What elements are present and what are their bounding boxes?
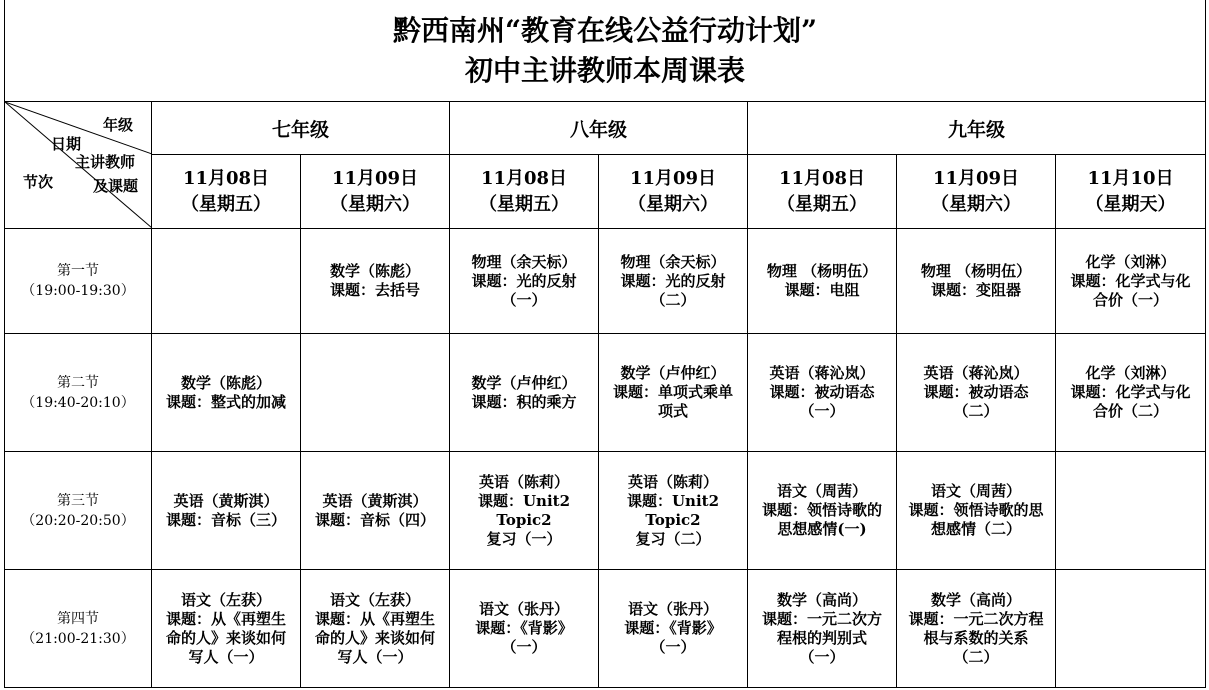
lesson-topic-line: 课题：光的反射: [620, 271, 726, 290]
lesson-subject-teacher: 数学（高尚）: [776, 590, 867, 609]
lesson-cell-p2-c3: [450, 334, 599, 452]
lesson-topic-line: 项式: [657, 402, 688, 420]
date-text: 11月08日: [778, 167, 866, 189]
title-line-2: 初中主讲教师本周课表: [465, 53, 746, 87]
lesson-topic-line: 写人（一）: [188, 647, 264, 666]
lesson-subject-teacher: 数学（卢仲红）: [471, 373, 577, 392]
title-line-1: 黔西南州“教育在线公益行动计划”: [392, 13, 818, 47]
schedule-table: [4, 0, 1206, 688]
period-time: （21:00-21:30）: [21, 630, 135, 647]
lesson-cell-p1-c3: [450, 229, 599, 334]
period-time: （19:40-20:10）: [21, 394, 135, 411]
date-text: 11月08日: [480, 167, 568, 189]
lesson-cell-p1-c5: [748, 229, 897, 334]
lesson-topic-line: 课题：从《再塑生: [314, 609, 435, 628]
lesson-topic-line: （一）: [501, 638, 547, 656]
weekday-text: （星期五）: [777, 193, 867, 215]
date-header-5: [748, 155, 897, 229]
lesson-subject-teacher: 化学（刘淋）: [1085, 252, 1176, 271]
period-name: 第二节: [57, 374, 99, 391]
lesson-topic-line: 课题：电阻: [784, 281, 860, 299]
lesson-topic-line: 课题：单项式乘单: [612, 383, 733, 401]
weekday-text: （星期天）: [1085, 193, 1176, 215]
corner-topic: 及课题: [93, 177, 139, 195]
lesson-cell-p3-c4: [599, 452, 748, 570]
lesson-subject-teacher: 物理（余天标）: [620, 252, 726, 271]
lesson-topic-line: （二）: [953, 402, 999, 420]
lesson-topic-line: （二）: [650, 290, 696, 309]
lesson-cell-p3-c6: [897, 452, 1056, 570]
weekday-text: （星期六）: [931, 193, 1021, 215]
lesson-topic-line: 课题：光的反射: [471, 271, 577, 290]
lesson-subject-teacher: 数学（陈彪）: [329, 262, 420, 280]
table-title: [5, 0, 1206, 102]
lesson-subject-teacher: 英语（黄斯淇）: [173, 491, 279, 510]
lesson-topic-line: Topic2: [645, 510, 701, 529]
period-time: （19:00-19:30）: [21, 283, 135, 299]
lesson-subject-teacher: 语文（左获）: [180, 590, 271, 609]
lesson-cell-p2-c2: [301, 334, 450, 452]
period-label-1: [5, 229, 152, 334]
lesson-cell-p3-c5: [748, 452, 897, 570]
lesson-topic-line: 课题：化学式与化: [1070, 271, 1191, 290]
date-header-4: [599, 155, 748, 229]
lesson-subject-teacher: 英语（蒋沁岚）: [923, 364, 1029, 382]
lesson-topic-line: 课题：领悟诗歌的: [761, 501, 882, 519]
lesson-cell-p2-c6: [897, 334, 1056, 452]
lesson-cell-p4-c5: [748, 570, 897, 688]
lesson-topic-line: 课题：被动语态: [923, 383, 1029, 401]
period-row-3: [5, 452, 1206, 570]
lesson-subject-teacher: 英语（蒋沁岚）: [769, 364, 875, 382]
lesson-cell-p3-c1: [152, 452, 301, 570]
date-header-1: [152, 155, 301, 229]
lesson-topic-line: 课题：去括号: [329, 281, 420, 299]
lesson-topic-line: （一）: [799, 647, 845, 666]
lesson-cell-p1-c4: [599, 229, 748, 334]
weekday-text: （星期六）: [628, 193, 718, 215]
period-label-2: [5, 334, 152, 452]
lesson-topic-line: 课题：一元二次方: [761, 609, 882, 628]
corner-teacher: 主讲教师: [75, 153, 136, 171]
lesson-topic-line: Topic2: [496, 510, 552, 529]
lesson-subject-teacher: 数学（陈彪）: [180, 373, 271, 392]
lesson-subject-teacher: 语文（左获）: [329, 590, 420, 609]
grade-header-7: 七年级: [152, 102, 450, 155]
lesson-subject-teacher: 语文（周茜）: [776, 482, 867, 500]
lesson-subject-teacher: 语文（张丹）: [478, 600, 569, 618]
lesson-cell-p2-c7: [1056, 334, 1206, 452]
period-name: 第四节: [57, 610, 99, 627]
period-name: 第一节: [57, 263, 99, 279]
corner-header: [5, 102, 152, 229]
lesson-cell-p2-c4: [599, 334, 748, 452]
date-text: 11月08日: [182, 167, 270, 189]
date-header-7: [1056, 155, 1206, 229]
lesson-topic-line: 命的人》来谈如何: [165, 628, 286, 647]
lesson-topic-line: 复习（一）: [486, 529, 562, 548]
lesson-topic-line: 课题：变阻器: [930, 281, 1021, 299]
lesson-topic-line: 课题：《背影》: [624, 619, 722, 637]
lesson-cell-p1-c2: [301, 229, 450, 334]
date-header-6: [897, 155, 1056, 229]
period-row-1: [5, 229, 1206, 334]
lesson-topic-line: 思想感情(一): [777, 520, 867, 538]
weekday-text: （星期六）: [330, 193, 420, 215]
lesson-topic-line: 课题：从《再塑生: [165, 609, 286, 628]
date-header-2: [301, 155, 450, 229]
lesson-cell-p4-c6: [897, 570, 1056, 688]
lesson-subject-teacher: 物理 （杨明伍）: [766, 262, 878, 280]
lesson-cell-p4-c7: [1056, 570, 1206, 688]
lesson-subject-teacher: 英语（黄斯淇）: [322, 491, 428, 510]
lesson-subject-teacher: 物理 （杨明伍）: [920, 262, 1032, 280]
lesson-cell-p3-c7: [1056, 452, 1206, 570]
lesson-cell-p2-c5: [748, 334, 897, 452]
lesson-subject-teacher: 化学（刘淋）: [1085, 364, 1176, 382]
corner-grade: 年级: [103, 116, 134, 134]
date-text: 11月10日: [1087, 167, 1174, 189]
lesson-cell-p4-c3: [450, 570, 599, 688]
lesson-topic-line: 课题：一元二次方程: [908, 609, 1044, 628]
lesson-topic-line: 课题：领悟诗歌的思: [908, 501, 1044, 519]
grade-header-8: 八年级: [450, 102, 748, 155]
lesson-topic-line: （一）: [501, 290, 547, 309]
period-time: （20:20-20:50）: [21, 512, 135, 529]
lesson-cell-p3-c2: [301, 452, 450, 570]
date-header-3: [450, 155, 599, 229]
period-row-4: [5, 570, 1206, 688]
lesson-cell-p4-c4: [599, 570, 748, 688]
lesson-topic-line: 课题：音标（三）: [165, 510, 286, 529]
lesson-topic-line: 课题：Unit2: [626, 491, 720, 510]
lesson-cell-p4-c1: [152, 570, 301, 688]
lesson-topic-line: 程根的判别式: [776, 628, 867, 647]
date-text: 11月09日: [331, 167, 419, 189]
lesson-cell-p2-c1: [152, 334, 301, 452]
weekday-text: （星期五）: [181, 193, 271, 215]
lesson-topic-line: 根与系数的关系: [923, 628, 1029, 647]
grade-header-9: 九年级: [748, 102, 1206, 155]
date-text: 11月09日: [932, 167, 1020, 189]
corner-date: 日期: [51, 135, 82, 153]
lesson-cell-p3-c3: [450, 452, 599, 570]
period-label-4: [5, 570, 152, 688]
lesson-cell-p1-c7: [1056, 229, 1206, 334]
period-name: 第三节: [57, 492, 99, 509]
lesson-topic-line: 复习（二）: [635, 529, 711, 548]
lesson-topic-line: 写人（一）: [337, 647, 413, 666]
lesson-topic-line: （二）: [953, 647, 999, 666]
lesson-topic-line: （一）: [650, 638, 696, 656]
lesson-cell-p4-c2: [301, 570, 450, 688]
lesson-subject-teacher: 数学（高尚）: [930, 590, 1021, 609]
lesson-subject-teacher: 语文（张丹）: [627, 600, 718, 618]
lesson-cell-p1-c6: [897, 229, 1056, 334]
lesson-cell-p1-c1: [152, 229, 301, 334]
period-row-2: [5, 334, 1206, 452]
lesson-topic-line: 课题：化学式与化: [1070, 383, 1191, 401]
lesson-subject-teacher: 数学（卢仲红）: [620, 364, 726, 382]
weekday-text: （星期五）: [479, 193, 569, 215]
lesson-topic-line: 课题：《背影》: [475, 619, 573, 637]
lesson-topic-line: 课题：音标（四）: [314, 510, 435, 529]
lesson-topic-line: 合价（一）: [1093, 290, 1169, 309]
lesson-topic-line: 合价（二）: [1093, 402, 1169, 420]
date-text: 11月09日: [629, 167, 717, 189]
lesson-subject-teacher: 英语（陈莉）: [478, 472, 569, 491]
date-row: [5, 155, 1206, 229]
lesson-topic-line: 想感情（二）: [930, 520, 1021, 538]
lesson-subject-teacher: 语文（周茜）: [930, 482, 1021, 500]
lesson-subject-teacher: 物理（余天标）: [471, 252, 577, 271]
lesson-topic-line: （一）: [799, 402, 845, 420]
lesson-topic-line: 课题：Unit2: [477, 491, 571, 510]
lesson-topic-line: 课题：整式的加减: [165, 392, 286, 411]
lesson-topic-line: 课题：积的乘方: [471, 392, 577, 411]
lesson-subject-teacher: 英语（陈莉）: [627, 472, 718, 491]
corner-period: 节次: [23, 173, 54, 191]
lesson-topic-line: 命的人》来谈如何: [314, 628, 435, 647]
period-label-3: [5, 452, 152, 570]
lesson-topic-line: 课题：被动语态: [769, 383, 875, 401]
